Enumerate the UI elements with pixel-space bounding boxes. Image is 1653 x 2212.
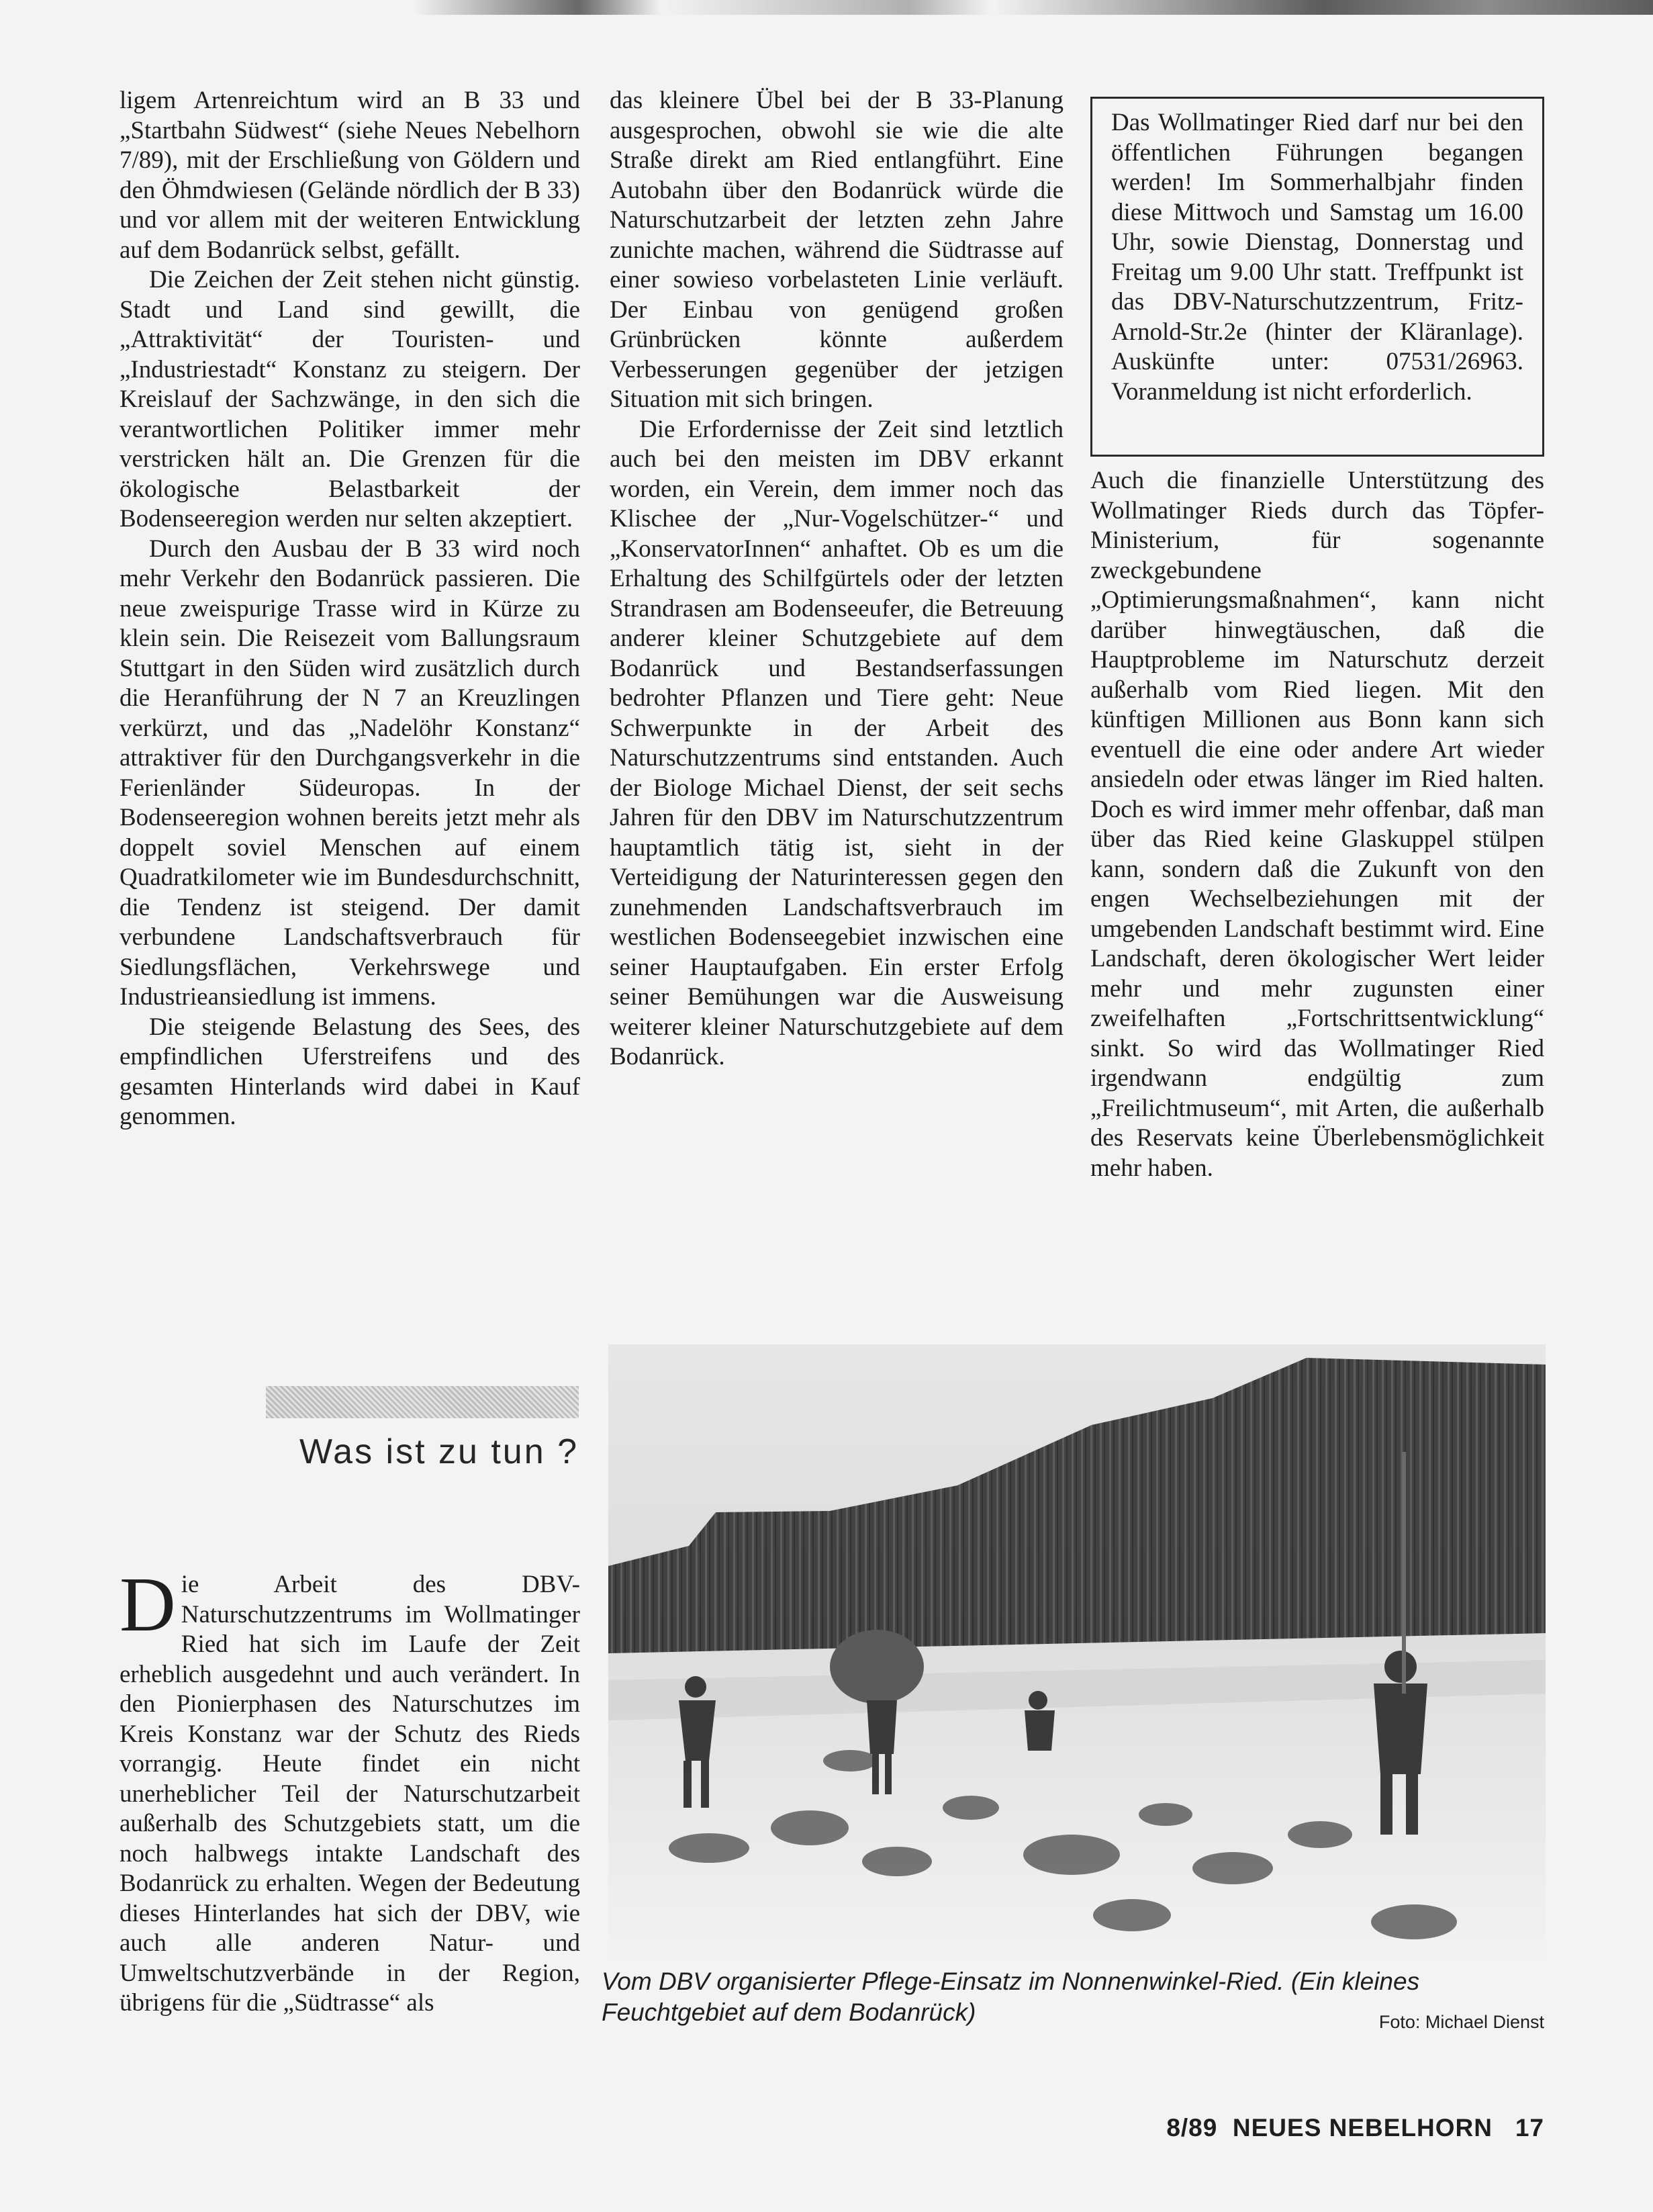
article-column-2	[610, 86, 1064, 1072]
article-column-1	[120, 86, 580, 1132]
paragraph: ligem Artenreichtum wird an B 33 und „Startbahn Südwest“ (siehe Neues Nebelhorn 7/89), mit der Erschließung von Göldern und den Öhmdwiesen (Gelände nördlich der B 33) und vor allem mit der weiteren Entwicklung auf dem Bodanrück selbst, gefällt.	[120, 87, 580, 264]
photo-volunteers-in-reed-field	[608, 1344, 1546, 1960]
scan-edge	[0, 0, 1653, 15]
section-heading: Was ist zu tun ?	[299, 1432, 579, 1471]
article-column-3	[1090, 466, 1544, 1183]
issue-number: 8/89	[1166, 2114, 1218, 2141]
page-footer	[1007, 2114, 1544, 2142]
section-body	[120, 1562, 580, 2019]
magazine-name: NEUES NEBELHORN	[1232, 2114, 1493, 2141]
drop-cap: D	[120, 1562, 176, 1648]
photo-credit: Foto: Michael Dienst	[1378, 2012, 1544, 2032]
info-box	[1090, 97, 1544, 457]
heading-rule	[266, 1386, 579, 1418]
paragraph: Die Erfordernisse der Zeit sind letztlich auch bei den meisten im DBV erkannt worden, ein Verein, dem immer noch das Klischee der „Nur-Vogelschützer-“ und „KonservatorInnen“ anhaftet. Ob es um die Erhaltung des Schilfgürtels oder der letzten Strandrasen am Bodenseeufer, die Betreuung anderer kleiner Schutzgebiete auf dem Bodanrück und Bestandserfassungen bedrohter Pflanzen und Tiere geht: Neue Schwerpunkte in der Arbeit des Naturschutzzentrums sind entstanden. Auch der Biologe Michael Dienst, der seit sechs Jahren für den DBV im Naturschutzzentrum hauptamtlich tätig ist, sieht in der Verteidigung der Naturinteressen gegen den zunehmenden Landschaftsverbrauch im westlichen Bodenseegebiet inzwischen eine seiner Hauptaufgaben. Ein erster Erfolg seiner Bemühungen war die Ausweisung weiterer kleiner Naturschutzgebiete auf dem Bodanrück.	[610, 415, 1064, 1070]
paragraph: Die Zeichen der Zeit stehen nicht günstig. Stadt und Land sind gewillt, die „Attraktivität“ der Touristen- und „Industriestadt“ Konstanz zu steigern. Der Kreislauf der Sachzwänge, in den sich die verantwortlichen Politiker immer mehr verstricken hält an. Die Grenzen für die ökologische Belastbarkeit der Bodenseeregion werden nur selten akzeptiert.	[120, 266, 580, 533]
paragraph: das kleinere Übel bei der B 33-Planung ausgesprochen, obwohl sie wie die alte Straße direkt am Ried entlangführt. Eine Autobahn über den Bodanrück würde die Naturschutzarbeit der letzten zehn Jahre zunichte machen, während die Südtrasse auf einer sowieso vorbelasteten Linie verläuft. Der Einbau von genügend großen Grünbrücken könnte außerdem Verbesserungen gegenüber der jetzigen Situation mit sich bringen.	[610, 87, 1064, 413]
page-number: 17	[1515, 2114, 1544, 2141]
paragraph: Die steigende Belastung des Sees, des empfindlichen Uferstreifens und des gesamten Hinterlands wird dabei in Kauf genommen.	[120, 1013, 580, 1130]
paragraph: Auch die finanzielle Unterstützung des Wollmatinger Rieds durch das Töpfer-Ministerium, für sogenannte zweckgebundene „Optimierungsmaßnahmen“, kann nicht darüber hinwegtäuschen, daß die Hauptprobleme im Naturschutz derzeit außerhalb vom Ried liegen. Mit den künftigen Millionen aus Bonn kann sich eventuell die eine oder andere Art wieder ansiedeln oder etwas länger im Ried halten. Doch es wird immer mehr offenbar, daß man über das Ried keine Glaskuppel stülpen kann, sondern daß die Zukunft von den engen Wechselbeziehungen mit der umgebenden Landschaft bestimmt wird. Eine Landschaft, deren ökologischer Wert leider mehr und mehr zugunsten einer zweifelhaften „Fortschrittsentwicklung“ sinkt. So wird das Wollmatinger Ried irgendwann endgültig zum „Freilichtmuseum“, mit Arten, die außerhalb des Reservats keine Überlebensmöglichkeit mehr haben.	[1090, 467, 1544, 1182]
paragraph: Durch den Ausbau der B 33 wird noch mehr Verkehr den Bodanrück passieren. Die neue zweispurige Trasse wird in Kürze zu klein sein. Die Reisezeit vom Ballungsraum Stuttgart in den Süden wird zusätzlich durch die Heranführung der N 7 an Kreuzlingen verkürzt, und das „Nadelöhr Konstanz“ attraktiver für den Durchgangsverkehr in die Ferienländer Südeuropas. In der Bodenseeregion wohnen bereits jetzt mehr als doppelt soviel Menschen auf einem Quadratkilometer wie im Bundesdurchschnitt, die Tendenz ist steigend. Der damit verbundene Landschaftsverbrauch für Siedlungsflächen, Verkehrswege und Industrieansiedlung ist immens.	[120, 535, 580, 1011]
section-text: ie Arbeit des DBV-Naturschutzzentrums im Wollmatinger Ried hat sich im Laufe der Zeit erheblich ausgedehnt und auch verändert. In den Pionierphasen des Naturschutzes im Kreis Konstanz war der Schutz des Rieds vorrangig. Heute findet ein nicht unerheblicher Teil der Naturschutzarbeit außerhalb des Schutzgebiets statt, um die noch halbwegs intakte Landschaft des Bodanrück zu erhalten. Wegen der Bedeutung dieses Hinterlandes hat sich der DBV, wie auch alle anderen Natur- und Umweltschutzverbände in der Region, übrigens für die „Südtrasse“ als	[120, 1571, 580, 2017]
photo-caption: Vom DBV organisierter Pflege-Einsatz im Nonnenwinkel-Ried. (Ein kleines Feuchtgebiet auf dem Bodanrück)	[602, 1968, 1420, 2026]
info-box-text: Das Wollmatinger Ried darf nur bei den öffentlichen Führungen begangen werden! Im Sommerhalbjahr finden diese Mittwoch und Samstag um 16.00 Uhr, sowie Dienstag, Donnerstag und Freitag um 9.00 Uhr statt. Treffpunkt ist das DBV-Naturschutzzentrum, Fritz-Arnold-Str.2e (hinter der Kläranlage). Auskünfte unter: 07531/26963. Voranmeldung ist nicht erforderlich.	[1111, 109, 1523, 406]
